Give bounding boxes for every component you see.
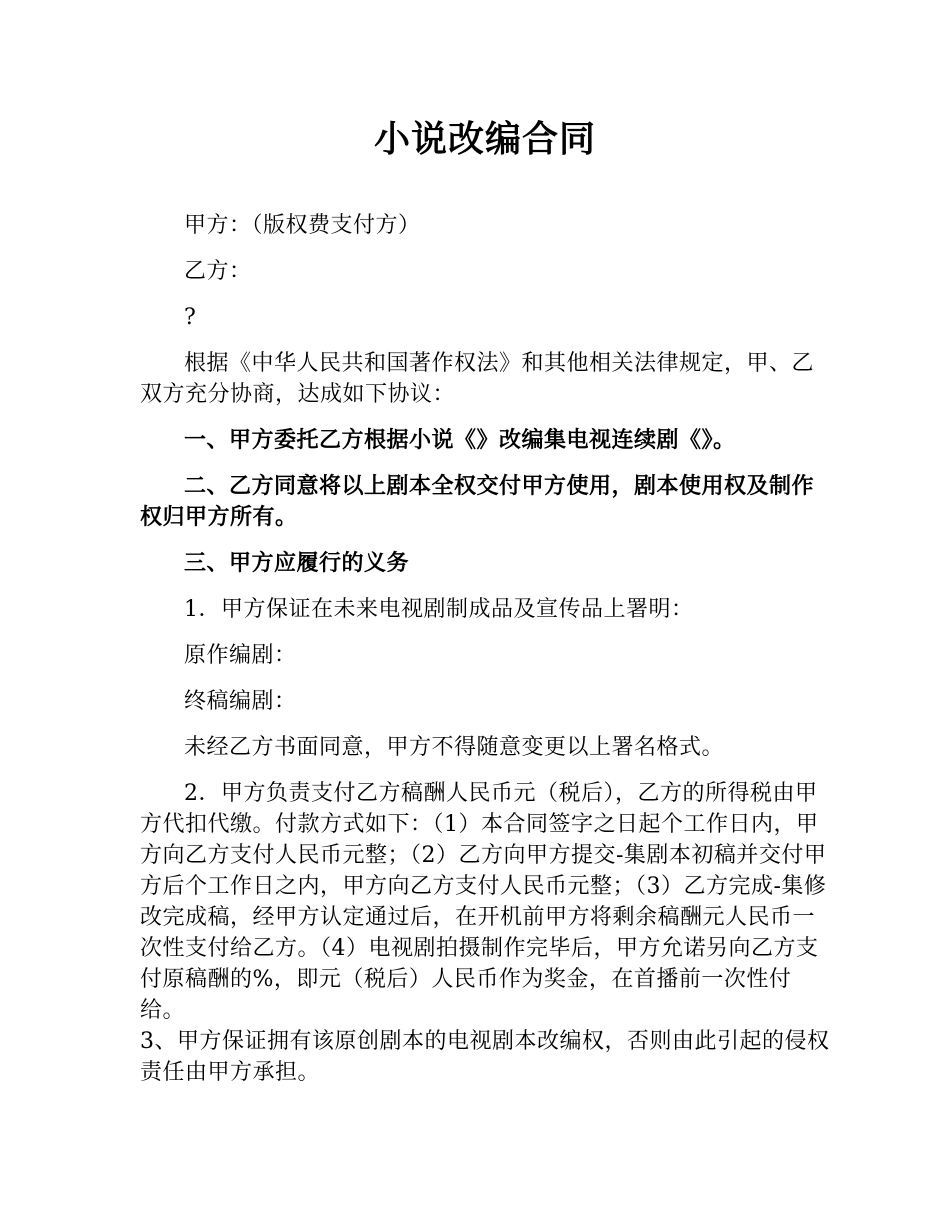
original-writer-line: 原作编剧： [184, 643, 297, 668]
clause-2: 二、乙方同意将以上剧本全权交付甲方使用，剧本使用权及制作权归甲方所有。 [140, 474, 815, 530]
clause-1: 一、甲方委托乙方根据小说《》改编集电视连续剧《》。 [184, 428, 736, 453]
placeholder-line: ? [184, 305, 197, 330]
intro-paragraph: 根据《中华人民共和国著作权法》和其他相关法律规定，甲、乙双方充分协商，达成如下协议： [140, 351, 815, 407]
document-page [140, 110, 830, 1103]
item-2-payment: 2．甲方负责支付乙方稿酬人民币元（税后），乙方的所得税由甲方代扣代缴。付款方式如下：（1）本合同签字之日起个工作日内，甲方向乙方支付人民币元整；（2）乙方向甲方提交-集剧本初稿并交付甲方后个工作日之内，甲方向乙方支付人民币元整；（3）乙方完成-集修改完成稿，经甲方认定通过后，在开机前甲方将剩余稿酬元人民币一次性支付给乙方。（4）电视剧拍摄制作完毕后，甲方允诺另向乙方支付原稿酬的%，即元（税后）人民币作为奖金，在首播前一次性付给。 [140, 781, 827, 1023]
item-3-rights: 3、甲方保证拥有该原创剧本的电视剧本改编权，否则由此引起的侵权责任由甲方承担。 [140, 1029, 830, 1085]
final-writer-line: 终稿编剧： [184, 689, 297, 714]
clause-3-heading: 三、甲方应履行的义务 [184, 551, 410, 576]
signature-note: 未经乙方书面同意，甲方不得随意变更以上署名格式。 [184, 735, 725, 760]
document-title: 小说改编合同 [373, 119, 596, 160]
item-1: 1．甲方保证在未来电视剧制成品及宣传品上署明： [184, 597, 694, 622]
party-a-line: 甲方：（版权费支付方） [184, 213, 421, 238]
party-b-line: 乙方： [184, 259, 252, 284]
